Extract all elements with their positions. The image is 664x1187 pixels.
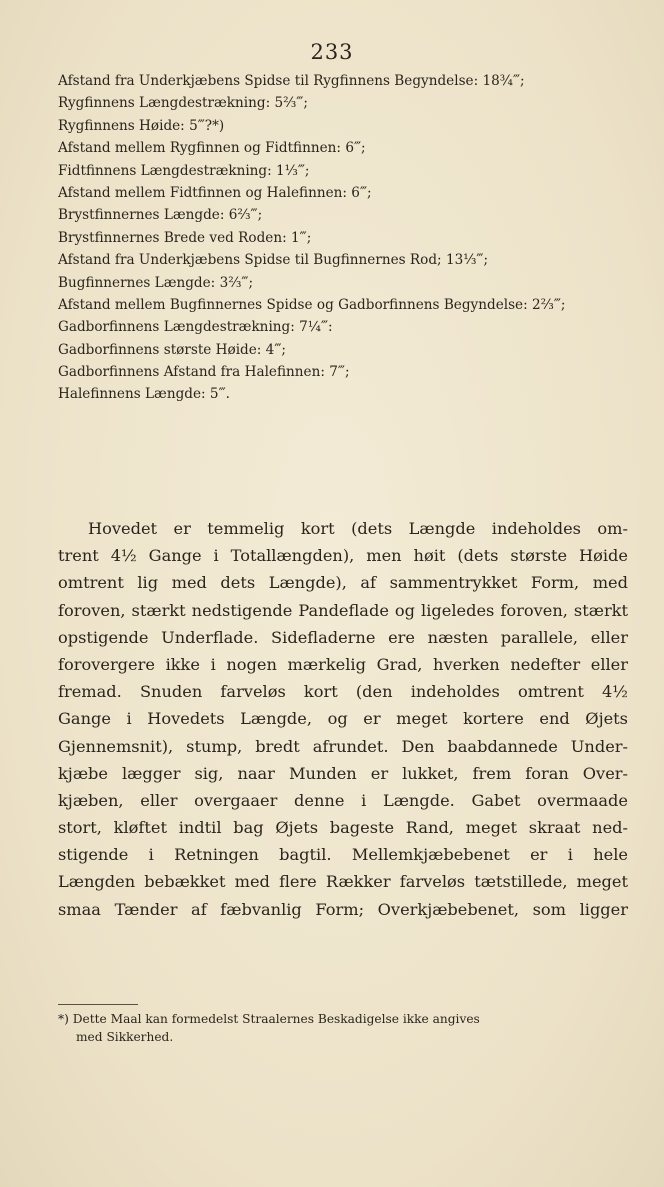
footnote-line: med Sikkerhed. (76, 1030, 174, 1044)
measurement-line: Bugfinnernes Længde: 3⅔‴; (58, 274, 254, 291)
measurement-line: Afstand fra Underkjæbens Spidse til Bugfinnernes Rod; 13⅓‴; (58, 252, 489, 269)
measurement-line: Halefinnens Længde: 5‴. (58, 386, 230, 403)
paragraph-line: kjæbe lægger sig, naar Munden er lukket, frem foran Over- (58, 763, 628, 783)
paragraph-line: fremad. Snuden farveløs kort (den indeholdes omtrent 4½ (58, 682, 628, 702)
measurement-line: Gadborfinnens Længdestrækning: 7¼‴: (58, 319, 333, 336)
paragraph-line: opstigende Underflade. Sidefladerne ere næsten parallele, eller (58, 627, 628, 647)
measurement-line: Rygfinnens Længdestrækning: 5⅔‴; (58, 95, 308, 112)
paragraph-line: trent 4½ Gange i Totallængden), men høit (dets største Høide (58, 546, 628, 566)
page-number: 233 (310, 40, 354, 64)
paragraph-line: kjæben, eller overgaaer denne i Længde. Gabet overmaade (58, 790, 628, 810)
measurement-line: Gadborfinnens største Høide: 4‴; (58, 341, 286, 358)
footnote-line: *) Dette Maal kan formedelst Straalernes Beskadigelse ikke angives (58, 1012, 480, 1026)
paragraph-line: stigende i Retningen bagtil. Mellemkjæbebenet er i hele (58, 845, 628, 865)
paragraph-line: Længden bebækket med flere Rækker farveløs tætstillede, meget (58, 872, 628, 892)
paragraph-line: stort, kløftet indtil bag Øjets bageste Rand, meget skraat ned- (58, 818, 628, 838)
paragraph-line: Gjennemsnit), stump, bredt afrundet. Den baabdannede Under- (58, 736, 628, 756)
paragraph-line: Hovedet er temmelig kort (dets Længde indeholdes om- (88, 519, 628, 538)
measurement-line: Fidtfinnens Længdestrækning: 1⅓‴; (58, 162, 310, 179)
paragraph-line: forovergere ikke i nogen mærkelig Grad, hverken nedefter eller (58, 654, 628, 674)
footnote-divider (58, 1004, 138, 1005)
measurement-line: Afstand mellem Bugfinnernes Spidse og Gadborfinnens Begyndelse: 2⅔‴; (58, 296, 566, 313)
measurement-line: Brystfinnernes Længde: 6⅔‴; (58, 207, 263, 224)
footnote (58, 1010, 628, 1046)
measurement-line: Brystfinnernes Brede ved Roden: 1‴; (58, 229, 312, 246)
paragraph-line: foroven, stærkt nedstigende Pandeflade og ligeledes foroven, stærkt (58, 600, 628, 620)
body-paragraph (58, 515, 628, 923)
measurement-line: Afstand mellem Rygfinnen og Fidtfinnen: 6‴; (58, 140, 366, 157)
paragraph-line: smaa Tænder af fæbvanlig Form; Overkjæbebenet, som ligger (58, 899, 628, 919)
measurement-line: Afstand mellem Fidtfinnen og Halefinnen: 6‴; (58, 184, 372, 201)
measurement-line: Rygfinnens Høide: 5‴?*) (58, 117, 225, 134)
measurement-line: Gadborfinnens Afstand fra Halefinnen: 7‴; (58, 364, 350, 381)
measurement-line: Afstand fra Underkjæbens Spidse til Rygfinnens Begyndelse: 18¾‴; (58, 73, 525, 89)
measurement-list (58, 70, 628, 406)
paragraph-line: omtrent lig med dets Længde), af sammentrykket Form, med (58, 573, 628, 593)
paragraph-line: Gange i Hovedets Længde, og er meget kortere end Øjets (58, 709, 628, 729)
